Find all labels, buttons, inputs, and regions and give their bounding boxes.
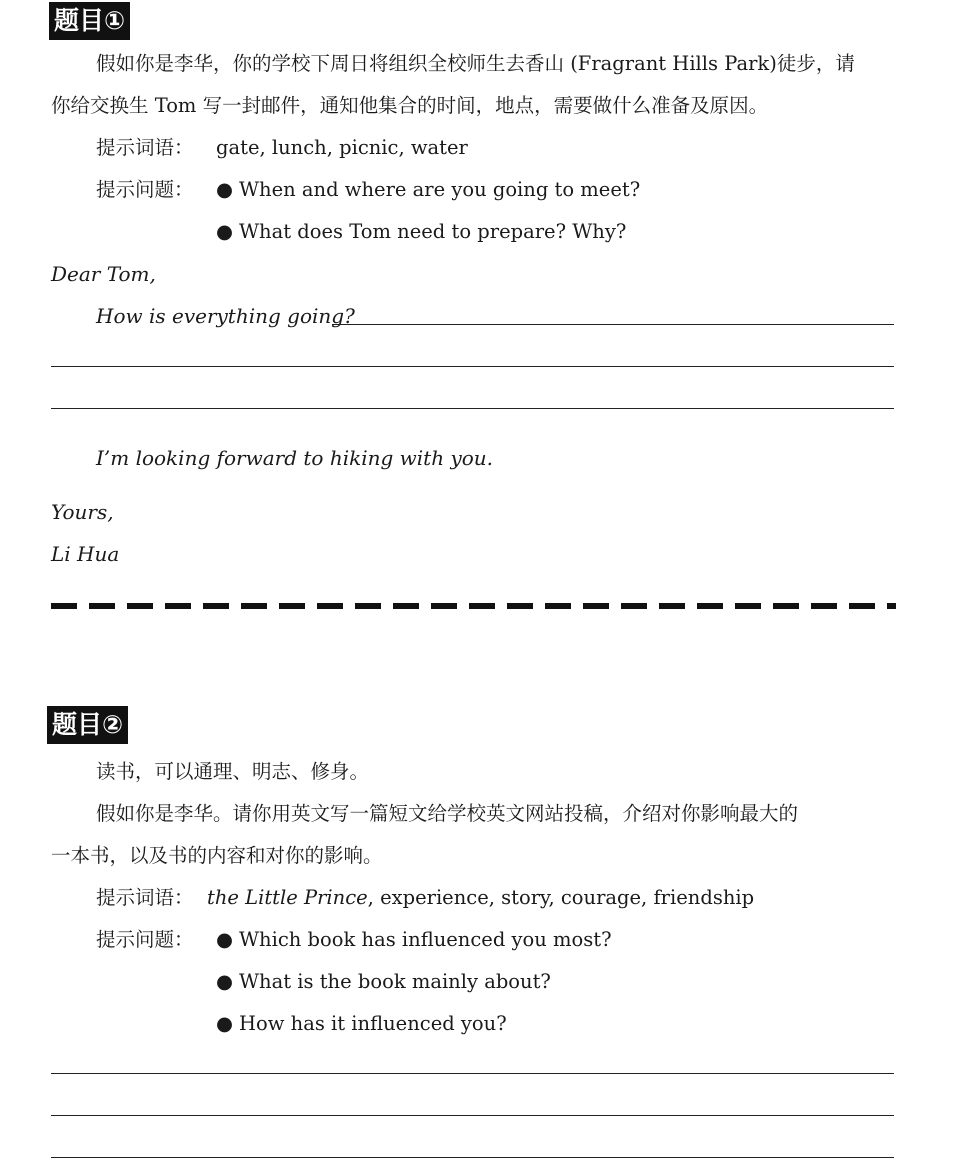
letter-salutation: Dear Tom, — [51, 262, 156, 286]
letter-signature: Li Hua — [51, 542, 120, 566]
task2-question-2 — [216, 970, 551, 994]
task2-hint-words-label: 提示词语： — [96, 886, 194, 909]
task1-hint-questions-label: 提示问题： — [96, 178, 194, 201]
bullet-icon: ● — [216, 1012, 234, 1035]
task1-paragraph-line2: 你给交换生 Tom 写一封邮件，通知他集合的时间，地点，需要做什么准备及原因。 — [51, 94, 769, 117]
task2-hint-book-title: the Little Prince — [207, 886, 368, 909]
letter-closing: I’m looking forward to hiking with you. — [96, 446, 494, 470]
bullet-icon: ● — [216, 970, 234, 993]
answer-line[interactable] — [51, 408, 894, 409]
answer-line[interactable] — [332, 324, 894, 325]
letter-signoff: Yours, — [51, 500, 114, 524]
answer-line[interactable] — [51, 1157, 894, 1158]
answer-line[interactable] — [51, 366, 894, 367]
task2-hint-words — [207, 886, 754, 910]
task2-paragraph-line2: 一本书，以及书的内容和对你的影响。 — [51, 844, 383, 867]
bullet-icon: ● — [216, 220, 234, 243]
task2-hint-words-rest: , experience, story, courage, friendship — [367, 886, 755, 909]
task1-question-1 — [216, 178, 640, 202]
task2-question-1 — [216, 928, 612, 952]
task1-question-2-text: What does Tom need to prepare? Why? — [239, 220, 627, 243]
task2-badge: 题目② — [47, 706, 128, 744]
task1-hint-words: gate, lunch, picnic, water — [216, 136, 468, 159]
task2-question-3-text: How has it influenced you? — [239, 1012, 507, 1035]
task2-intro: 读书，可以通理、明志、修身。 — [96, 760, 370, 783]
answer-line[interactable] — [51, 1073, 894, 1074]
answer-line[interactable] — [51, 1115, 894, 1116]
task2-hint-questions-label: 提示问题： — [96, 928, 194, 951]
task1-paragraph-line1: 假如你是李华，你的学校下周日将组织全校师生去香山 (Fragrant Hills Park)徒步，请 — [96, 52, 855, 75]
task1-question-2 — [216, 220, 626, 244]
section-divider — [51, 603, 896, 609]
task1-question-1-text: When and where are you going to meet? — [239, 178, 641, 201]
letter-opening: How is everything going? — [96, 304, 355, 328]
bullet-icon: ● — [216, 928, 234, 951]
task1-badge: 题目① — [49, 2, 130, 40]
task1-hint-words-label: 提示词语： — [96, 136, 194, 159]
task2-question-3 — [216, 1012, 507, 1036]
task2-question-1-text: Which book has influenced you most? — [239, 928, 612, 951]
bullet-icon: ● — [216, 178, 234, 201]
task2-question-2-text: What is the book mainly about? — [239, 970, 551, 993]
task2-paragraph-line1: 假如你是李华。请你用英文写一篇短文给学校英文网站投稿，介绍对你影响最大的 — [96, 802, 799, 825]
